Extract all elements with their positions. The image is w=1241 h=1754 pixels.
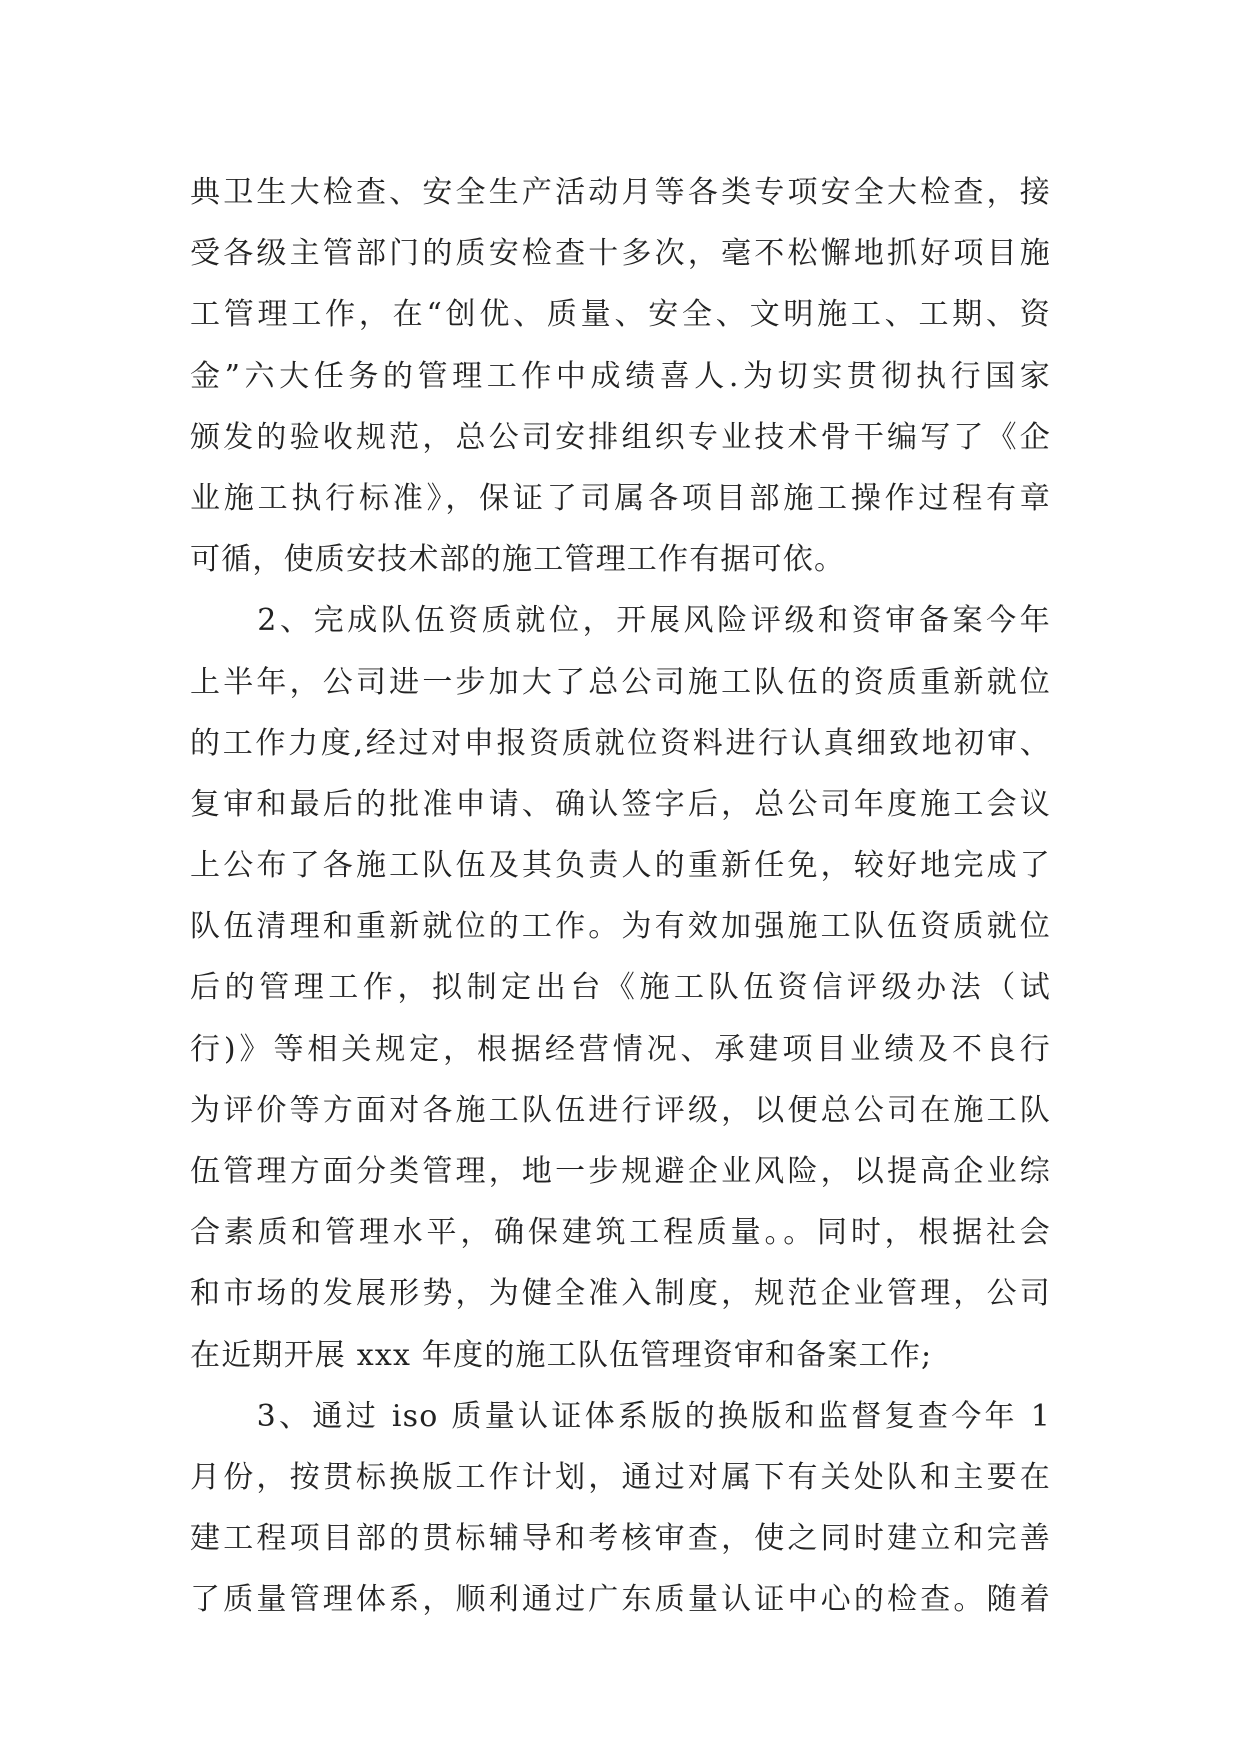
- text-line: 了质量管理体系，顺利通过广东质量认证中心的检查。随着: [190, 1582, 1051, 1618]
- text-line: 业施工执行标准》，保证了司属各项目部施工操作过程有章: [190, 480, 1051, 516]
- text-line: 2、完成队伍资质就位，开展风险评级和资审备案今年: [190, 603, 1051, 639]
- text-line: 行)》等相关规定，根据经营情况、承建项目业绩及不良行: [190, 1031, 1051, 1067]
- text-line: 3、通过 iso 质量认证体系版的换版和监督复查今年 1: [190, 1398, 1051, 1434]
- text-line: 的工作力度,经过对申报资质就位资料进行认真细致地初审、: [190, 725, 1051, 761]
- text-line: 金”六大任务的管理工作中成绩喜人.为切实贯彻执行国家: [190, 358, 1051, 394]
- text-line: 工管理工作，在“创优、质量、安全、文明施工、工期、资: [190, 297, 1051, 333]
- text-line: 伍管理方面分类管理，地一步规避企业风险，以提高企业综: [190, 1154, 1051, 1189]
- text-line: 可循，使质安技术部的施工管理工作有据可依。: [190, 542, 846, 578]
- text-line: 和市场的发展形势，为健全准入制度，规范企业管理，公司: [190, 1276, 1051, 1312]
- text-line: 上公布了各施工队伍及其负责人的重新任免，较好地完成了: [190, 848, 1051, 884]
- text-line: 典卫生大检查、安全生产活动月等各类专项安全大检查，接: [190, 175, 1051, 210]
- text-line: 颁发的验收规范，总公司安排组织专业技术骨干编写了《企: [190, 419, 1051, 455]
- text-line: 月份，按贯标换版工作计划，通过对属下有关处队和主要在: [190, 1459, 1051, 1495]
- body-text: [190, 162, 1051, 1631]
- text-line: 队伍清理和重新就位的工作。为有效加强施工队伍资质就位: [190, 909, 1051, 945]
- text-line: 合素质和管理水平，确保建筑工程质量。。同时，根据社会: [190, 1215, 1051, 1251]
- text-line: 在近期开展 xxx 年度的施工队伍管理资审和备案工作;: [190, 1337, 933, 1373]
- text-line: 后的管理工作，拟制定出台《施工队伍资信评级办法（试: [190, 970, 1051, 1006]
- text-line: 建工程项目部的贯标辅导和考核审查，使之同时建立和完善: [190, 1521, 1051, 1557]
- text-line: 复审和最后的批准申请、确认签字后，总公司年度施工会议: [190, 786, 1051, 822]
- text-line: 为评价等方面对各施工队伍进行评级，以便总公司在施工队: [190, 1092, 1051, 1128]
- text-line: 受各级主管部门的质安检查十多次，毫不松懈地抓好项目施: [190, 236, 1051, 272]
- text-line: 上半年，公司进一步加大了总公司施工队伍的资质重新就位: [190, 664, 1051, 700]
